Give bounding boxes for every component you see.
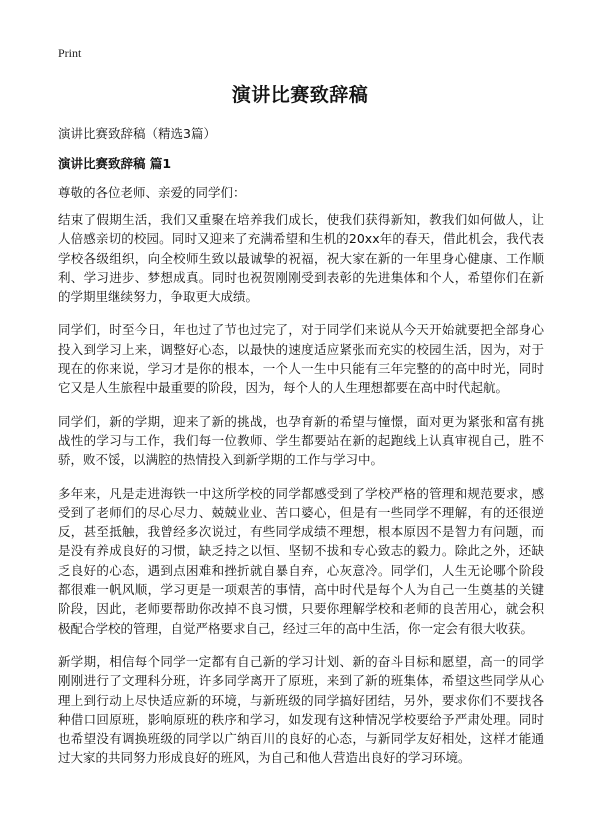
speech-paragraph-3: 同学们，新的学期，迎来了新的挑战，也孕育新的希望与憧憬，面对更为紧张和富有挑战性的学习与工作，我们每一位教师、学生都要站在新的起跑线上认真审视自己，胜不骄，败不馁，以满腔的热情投入到新学期的工作与学习中。 — [58, 413, 544, 468]
speech-body — [58, 210, 544, 782]
print-link[interactable]: Print — [58, 46, 82, 60]
greeting-line: 尊敬的各位老师、亲爱的同学们： — [58, 185, 246, 200]
document-subtitle: 演讲比赛致辞稿（精选3篇） — [58, 126, 216, 141]
document-title: 演讲比赛致辞稿 — [231, 84, 369, 106]
speech-paragraph-4: 多年来，凡是走进海铁一中这所学校的同学都感受到了学校严格的管理和规范要求，感受到了老师们的尽心尽力、兢兢业业、苦口婆心，但是有一些同学不理解，有的还很逆反，甚至抵触，我曾经多次说过，有些同学成绩不理想，根本原因不是智力有问题，而是没有养成良好的习惯，缺乏持之以恒、坚韧不拔和专心致志的毅力。除此之外，还缺乏良好的心态，遇到点困难和挫折就自暴自弃，心灰意冷。同学们，人生无论哪个阶段都很难一帆风顺，学习更是一项艰苦的事情，高中时代是每个人为自己一生奠基的关键阶段，因此，老师要帮助你改掉不良习惯，只要你理解学校和老师的良苦用心，就会积极配合学校的管理，自觉严格要求自己，经过三年的高中生活，你一定会有很大收获。 — [58, 485, 544, 636]
speech-paragraph-5: 新学期，相信每个同学一定都有自己新的学习计划、新的奋斗目标和愿望，高一的同学刚刚进行了文理科分班，许多同学离开了原班，来到了新的班集体，希望这些同学从心理上到行动上尽快适应新的环境，与新班级的同学搞好团结，另外，要求你们不要找各种借口回原班，影响原班的秩序和学习，如发现有这种情况学校要给予严肃处理。同时也希望没有调换班级的同学以广纳百川的良好的心态，与新同学友好相处，这样才能通过大家的共同努力形成良好的班风，为自己和他人营造出良好的学习环境。 — [58, 653, 544, 766]
speech-paragraph-1: 结束了假期生活，我们又重聚在培养我们成长，使我们获得新知，教我们如何做人，让人倍感亲切的校园。同时又迎来了充满希望和生机的20xx年的春天，借此机会，我代表学校各级组织，向全校师生致以最诚挚的祝福，祝大家在新的一年里身心健康、工作顺利、学习进步、梦想成真。同时也祝贺刚刚受到表彰的先进集体和个人，希望你们在新的学期里继续努力，争取更大成绩。 — [58, 212, 544, 305]
speech-paragraph-2: 同学们，时至今日，年也过了节也过完了，对于同学们来说从今天开始就要把全部身心投入到学习上来，调整好心态，以最快的速度适应紧张而充实的校园生活，因为，对于现在的你来说，学习才是你的根本，一个人一生中只能有三年完整的的高中时光，同时它又是人生旅程中最重要的阶段，因为，每个人的人生理想都要在高中时代起航。 — [58, 322, 544, 396]
section-heading: 演讲比赛致辞稿 篇1 — [58, 156, 172, 171]
